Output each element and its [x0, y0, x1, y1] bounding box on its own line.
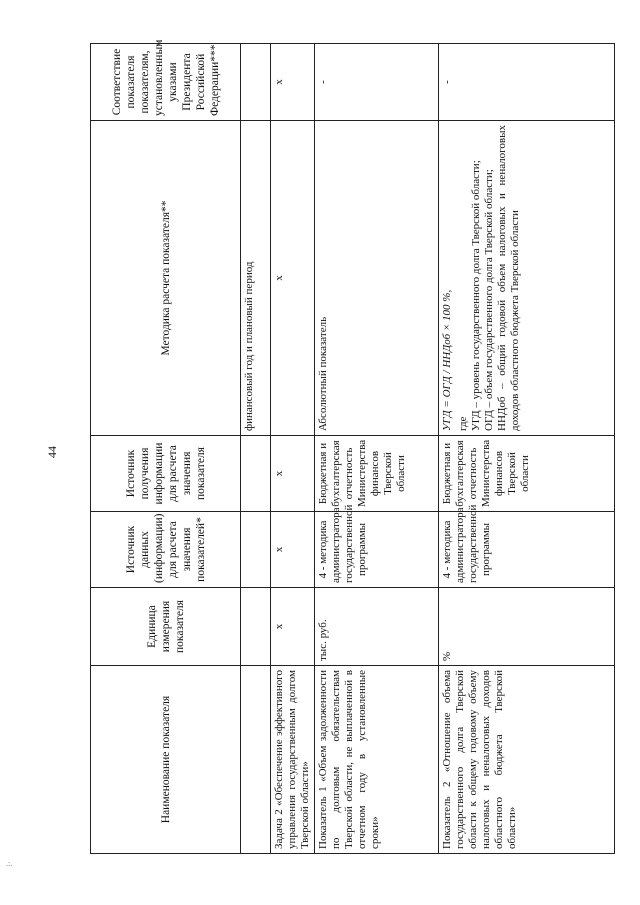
- task-compliance: х: [271, 44, 315, 121]
- margin-mark: .:.: [6, 859, 13, 868]
- continuation-info-source: [241, 436, 271, 512]
- indicator-1-data-source: 4 - методика администратора государственной программы: [315, 512, 439, 588]
- indicator-2-method: [439, 121, 615, 436]
- header-compliance: Соответствие показателя показателям, установленным указами Президента Российской Федерации***: [91, 44, 241, 121]
- continuation-method: финансовый год и плановый период: [241, 121, 271, 436]
- rotated-table-container: [90, 39, 610, 854]
- header-data-source: Источник данных (информации) для расчета значения показателей*: [91, 512, 241, 588]
- task-row: [271, 44, 315, 854]
- indicator-2-row: [439, 44, 615, 854]
- task-name: Задача 2 «Обеспечение эффективного управления государственным долгом Тверской области»: [271, 666, 315, 854]
- task-method: х: [271, 121, 315, 436]
- indicator-1-name: Показатель 1 «Объем задолженности по долговым обязательствам Тверской области, не выплаченной в отчетном году в установленные сроки»: [315, 666, 439, 854]
- formula-ugd: УГД = ОГД / ННДоб × 100 %,: [441, 289, 453, 431]
- indicator-1-method: Абсолютный показатель: [315, 121, 439, 436]
- indicator-2-info-source: Бюджетная и бухгалтерская отчетность Министерства финансов Тверской области: [439, 436, 615, 512]
- indicator-2-data-source: 4 - методика администратора государственной программы: [439, 512, 615, 588]
- indicator-1-unit: тыс. руб.: [315, 588, 439, 666]
- formula-where: где: [457, 416, 469, 431]
- formula-def-ugd: УГД – уровень государственного долга Тверской области;: [470, 160, 482, 431]
- continuation-data-source: [241, 512, 271, 588]
- header-unit: Единица измерения показателя: [91, 588, 241, 666]
- header-row: [91, 44, 241, 854]
- indicator-2-compliance: -: [439, 44, 615, 121]
- indicator-2-unit: %: [439, 588, 615, 666]
- continuation-unit: [241, 588, 271, 666]
- continuation-row: [241, 44, 271, 854]
- indicator-1-row: [315, 44, 439, 854]
- indicator-1-compliance: -: [315, 44, 439, 121]
- task-unit: х: [271, 588, 315, 666]
- header-name: Наименование показателя: [91, 666, 241, 854]
- task-info-source: х: [271, 436, 315, 512]
- indicator-1-info-source: Бюджетная и бухгалтерская отчетность Министерства финансов Тверской области: [315, 436, 439, 512]
- continuation-compliance: [241, 44, 271, 121]
- task-data-source: х: [271, 512, 315, 588]
- formula-def-ogd: ОГД – объем государственного долга Тверской области;: [483, 169, 495, 431]
- header-info-source: Источник получения информации для расчета значения показателя: [91, 436, 241, 512]
- indicator-2-name: Показатель 2 «Отношение объема государственного долга Тверской области к общему годовому объему налоговых и неналоговых доходов областного бюджета Тверской области»: [439, 666, 615, 854]
- continuation-name: [241, 666, 271, 854]
- page-number: 44: [45, 446, 59, 458]
- header-method: Методика расчета показателя**: [91, 121, 241, 436]
- indicators-table: [90, 39, 615, 854]
- formula-def-nndob: ННДоб – общий годовой объем налоговых и неналоговых доходов областного бюджета Тверской области: [496, 125, 521, 431]
